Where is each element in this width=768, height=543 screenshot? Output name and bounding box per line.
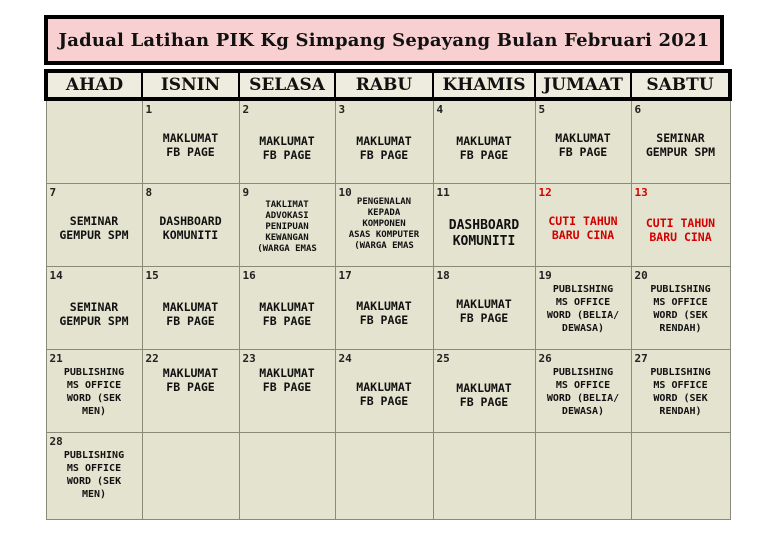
day-number: 7	[49, 186, 57, 199]
event-text: SEMINAR GEMPUR SPM	[645, 131, 716, 160]
event-text: MAKLUMAT FB PAGE	[162, 131, 219, 160]
day-number: 15	[145, 269, 159, 282]
event-text: DASHBOARD KOMUNITI	[159, 214, 222, 243]
day-cell	[433, 267, 535, 350]
day-number: 1	[145, 103, 153, 116]
day-number: 25	[436, 352, 450, 365]
week-row	[46, 350, 730, 433]
page-title: Jadual Latihan PIK Kg Simpang Sepayang Bulan Februari 2021	[58, 29, 710, 51]
day-number: 14	[49, 269, 63, 282]
day-number-holiday: 12	[538, 186, 552, 199]
day-number: 23	[242, 352, 256, 365]
day-cell	[46, 184, 142, 267]
day-cell	[631, 350, 730, 433]
day-cell-empty	[46, 99, 142, 184]
day-cell	[142, 184, 239, 267]
day-number: 3	[338, 103, 346, 116]
day-cell	[631, 267, 730, 350]
event-text: PUBLISHING MS OFFICE WORD (SEK MEN)	[63, 367, 125, 417]
weekday-header: RABU	[335, 71, 433, 99]
day-cell-empty	[239, 433, 335, 520]
day-number: 2	[242, 103, 250, 116]
day-cell	[335, 99, 433, 184]
day-number: 18	[436, 269, 450, 282]
day-number: 19	[538, 269, 552, 282]
weekday-header: ISNIN	[142, 71, 239, 99]
day-cell	[433, 350, 535, 433]
event-text: MAKLUMAT FB PAGE	[259, 300, 315, 329]
weekday-header: KHAMIS	[433, 71, 535, 99]
event-text: MAKLUMAT FB PAGE	[456, 134, 512, 163]
day-cell	[433, 99, 535, 184]
week-row	[46, 99, 730, 184]
day-number: 4	[436, 103, 444, 116]
holiday-event-text: CUTI TAHUN BARU CINA	[645, 216, 716, 245]
weekday-header-row	[46, 71, 730, 99]
day-cell	[335, 267, 433, 350]
day-cell-empty	[631, 433, 730, 520]
week-row	[46, 184, 730, 267]
day-number: 16	[242, 269, 256, 282]
event-text: SEMINAR GEMPUR SPM	[59, 214, 129, 243]
day-cell	[335, 184, 433, 267]
day-cell	[631, 99, 730, 184]
day-cell	[46, 433, 142, 520]
day-number: 22	[145, 352, 159, 365]
day-cell	[535, 267, 631, 350]
event-text: TAKLIMAT ADVOKASI PENIPUAN KEWANGAN (WARGA EMAS	[257, 200, 317, 254]
day-cell-empty	[335, 433, 433, 520]
day-number: 6	[634, 103, 642, 116]
day-number: 26	[538, 352, 552, 365]
weekday-header: JUMAAT	[535, 71, 631, 99]
day-cell	[142, 267, 239, 350]
day-number: 11	[436, 186, 450, 199]
event-text: MAKLUMAT FB PAGE	[356, 134, 412, 163]
day-cell	[239, 350, 335, 433]
day-cell	[46, 267, 142, 350]
day-number: 28	[49, 435, 63, 448]
day-cell	[433, 184, 535, 267]
event-text: SEMINAR GEMPUR SPM	[59, 300, 129, 329]
holiday-event-text: CUTI TAHUN BARU CINA	[548, 214, 618, 243]
day-cell	[535, 99, 631, 184]
day-cell	[46, 350, 142, 433]
day-number: 9	[242, 186, 250, 199]
day-number: 21	[49, 352, 63, 365]
day-cell	[535, 184, 631, 267]
day-cell-empty	[433, 433, 535, 520]
day-number-holiday: 13	[634, 186, 648, 199]
event-text: DASHBOARD KOMUNITI	[448, 218, 520, 250]
event-text: PUBLISHING MS OFFICE WORD (SEK RENDAH)	[650, 284, 711, 334]
day-number: 10	[338, 186, 352, 199]
weekday-header: SELASA	[239, 71, 335, 99]
event-text: MAKLUMAT FB PAGE	[162, 300, 219, 329]
day-number: 5	[538, 103, 546, 116]
week-row	[46, 433, 730, 520]
weekday-header: SABTU	[631, 71, 730, 99]
event-text: PUBLISHING MS OFFICE WORD (SEK MEN)	[63, 450, 125, 500]
weekday-header: AHAD	[46, 71, 142, 99]
day-cell	[142, 99, 239, 184]
calendar-table	[44, 69, 732, 520]
day-cell	[335, 350, 433, 433]
event-text: MAKLUMAT FB PAGE	[356, 380, 412, 409]
event-text: MAKLUMAT FB PAGE	[555, 131, 611, 160]
event-text: MAKLUMAT FB PAGE	[456, 381, 512, 410]
title-box	[44, 15, 724, 65]
day-cell	[535, 350, 631, 433]
day-cell	[239, 267, 335, 350]
day-number: 27	[634, 352, 648, 365]
event-text: MAKLUMAT FB PAGE	[456, 297, 512, 326]
event-text: PUBLISHING MS OFFICE WORD (SEK RENDAH)	[650, 367, 711, 417]
event-text: PENGENALAN KEPADA KOMPONEN ASAS KOMPUTER (WARGA EMAS	[348, 197, 420, 251]
day-number: 17	[338, 269, 352, 282]
day-cell	[239, 184, 335, 267]
day-number: 20	[634, 269, 648, 282]
event-text: MAKLUMAT FB PAGE	[162, 366, 219, 395]
event-text: MAKLUMAT FB PAGE	[259, 366, 315, 395]
day-cell	[631, 184, 730, 267]
day-cell-empty	[142, 433, 239, 520]
event-text: MAKLUMAT FB PAGE	[356, 299, 412, 328]
day-cell-empty	[535, 433, 631, 520]
day-cell	[142, 350, 239, 433]
day-cell	[239, 99, 335, 184]
event-text: MAKLUMAT FB PAGE	[259, 134, 315, 163]
day-number: 8	[145, 186, 153, 199]
week-row	[46, 267, 730, 350]
event-text: PUBLISHING MS OFFICE WORD (BELIA/ DEWASA)	[546, 367, 620, 417]
day-number: 24	[338, 352, 352, 365]
event-text: PUBLISHING MS OFFICE WORD (BELIA/ DEWASA)	[546, 284, 620, 334]
